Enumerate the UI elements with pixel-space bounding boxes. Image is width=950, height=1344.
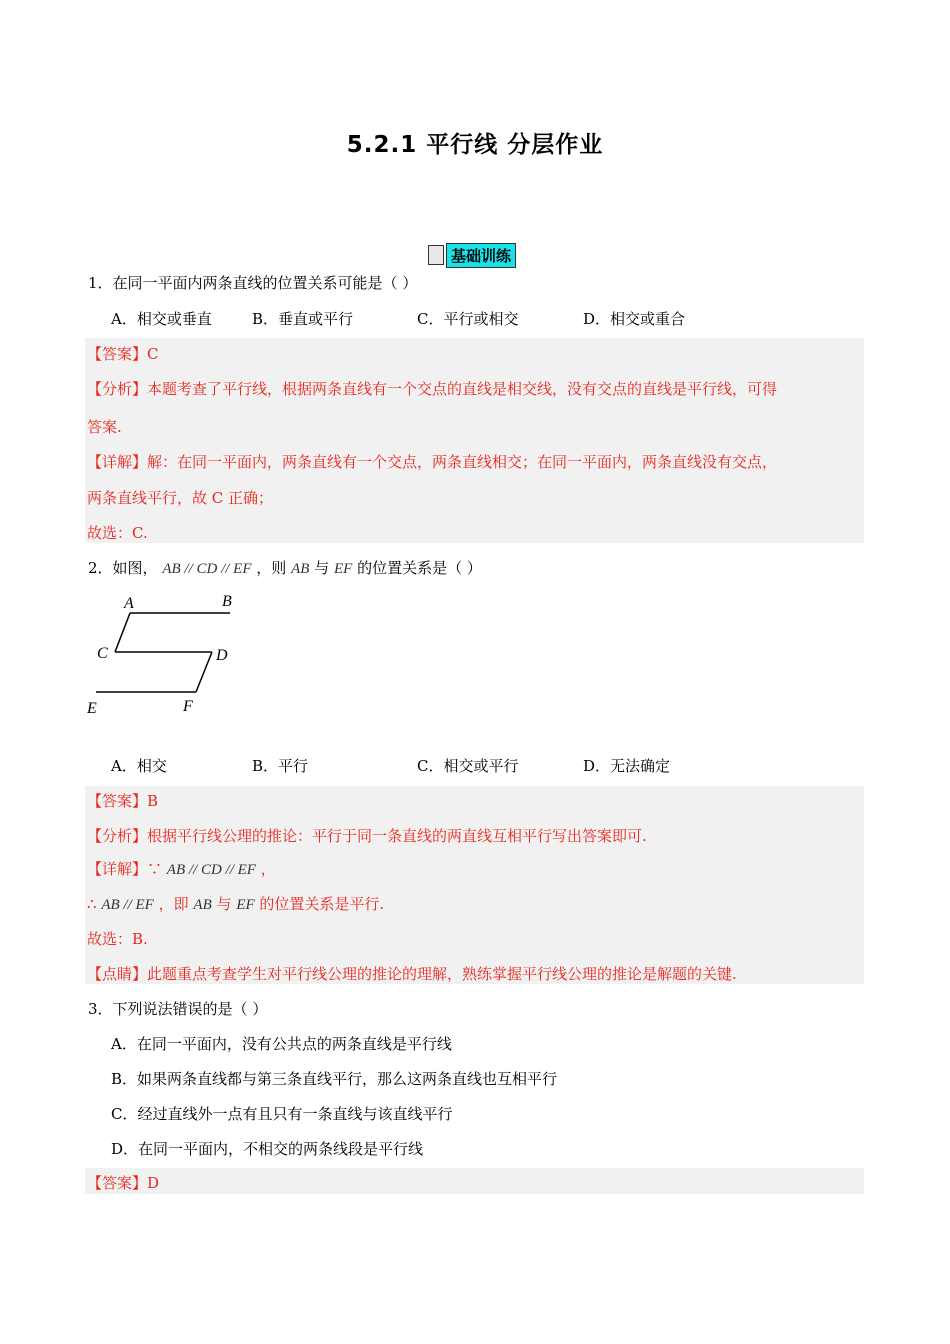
q2-detail <box>87 858 276 879</box>
q1-detail-line2: 两条直线平行，故 C 正确； <box>87 489 274 507</box>
q3-option-c: C．经过直线外一点有且只有一条直线与该直线平行 <box>111 1105 453 1123</box>
q2-stem-mid: ，则 <box>256 559 287 577</box>
q2-choose: 故选：B. <box>87 930 148 948</box>
q1-choose: 故选：C. <box>87 524 148 542</box>
label-e: E <box>87 700 97 717</box>
therefore-symbol: ∴ <box>87 895 97 913</box>
q1-option-d: D．相交或重合 <box>583 310 686 328</box>
checkbox-icon <box>428 245 444 265</box>
label-b: B <box>222 593 232 610</box>
q2-stem-math-ab: AB <box>291 561 310 577</box>
q2-therefore-mid: ，即 <box>158 895 189 913</box>
q1-option-b: B．垂直或平行 <box>252 310 354 328</box>
q3-answer-block <box>85 1168 864 1194</box>
q1-option-a: A．相交或垂直 <box>111 310 212 328</box>
q2-option-a: A．相交 <box>111 757 167 775</box>
q2-point: 【点睛】此题重点考查学生对平行线公理的推论的理解，熟练掌握平行线公理的推论是解题的关键. <box>87 965 737 983</box>
q2-detail-pre: 【详解】∵ <box>87 860 163 878</box>
q3-option-b: B．如果两条直线都与第三条直线平行，那么这两条直线也互相平行 <box>111 1070 558 1088</box>
label-d: D <box>216 647 228 664</box>
q1-answer-block <box>85 338 864 543</box>
q1-answer: 【答案】C <box>87 345 159 363</box>
question-2-stem <box>88 557 482 578</box>
q2-detail-math: AB // CD // EF <box>166 862 256 878</box>
q2-stem-post: 的位置关系是（ ） <box>357 559 482 577</box>
q1-analysis-line1: 【分析】本题考查了平行线，根据两条直线有一个交点的直线是相交线，没有交点的直线是平行线，可得 <box>87 380 778 398</box>
q2-therefore-math-ab: AB <box>193 897 212 913</box>
q2-therefore-mid2: 与 <box>216 895 232 913</box>
line-ac <box>115 613 130 652</box>
q2-stem-math-ef: EF <box>333 561 353 577</box>
q1-option-c: C．平行或相交 <box>417 310 519 328</box>
question-3-stem: 3．下列说法错误的是（ ） <box>88 1000 268 1018</box>
q2-option-c: C．相交或平行 <box>417 757 519 775</box>
q1-detail-line1: 【详解】解：在同一平面内，两条直线有一个交点，两条直线相交；在同一平面内，两条直线没有交点， <box>87 453 778 471</box>
line-df <box>196 652 212 692</box>
q2-analysis: 【分析】根据平行线公理的推论：平行于同一条直线的两直线互相平行写出答案即可. <box>87 827 647 845</box>
q2-therefore <box>87 893 384 914</box>
q2-detail-post: ， <box>260 860 276 878</box>
label-a: A <box>124 595 134 612</box>
q2-stem-mid2: 与 <box>314 559 330 577</box>
question-1-stem: 1．在同一平面内两条直线的位置关系可能是（ ） <box>88 274 418 292</box>
section-label: 基础训练 <box>446 243 516 268</box>
q2-stem-pre: 2．如图， <box>88 559 158 577</box>
q2-option-b: B．平行 <box>252 757 309 775</box>
q2-answer-block <box>85 786 864 984</box>
label-f: F <box>183 698 193 715</box>
q1-analysis-line2: 答案. <box>87 418 122 436</box>
q3-option-d: D．在同一平面内，不相交的两条线段是平行线 <box>111 1140 424 1158</box>
q2-option-d: D．无法确定 <box>583 757 671 775</box>
parallel-lines-figure <box>84 588 254 720</box>
q3-option-a: A．在同一平面内，没有公共点的两条直线是平行线 <box>111 1035 452 1053</box>
q2-therefore-post: 的位置关系是平行. <box>259 895 385 913</box>
q2-therefore-math-ef: EF <box>236 897 255 913</box>
q2-therefore-math: AB // EF <box>101 897 154 913</box>
section-heading <box>428 244 516 266</box>
page-title: 5.2.1 平行线 分层作业 <box>346 132 604 158</box>
label-c: C <box>97 645 108 662</box>
q2-answer: 【答案】B <box>87 792 159 810</box>
q3-answer: 【答案】D <box>87 1174 160 1192</box>
q2-stem-math: AB // CD // EF <box>162 561 252 577</box>
